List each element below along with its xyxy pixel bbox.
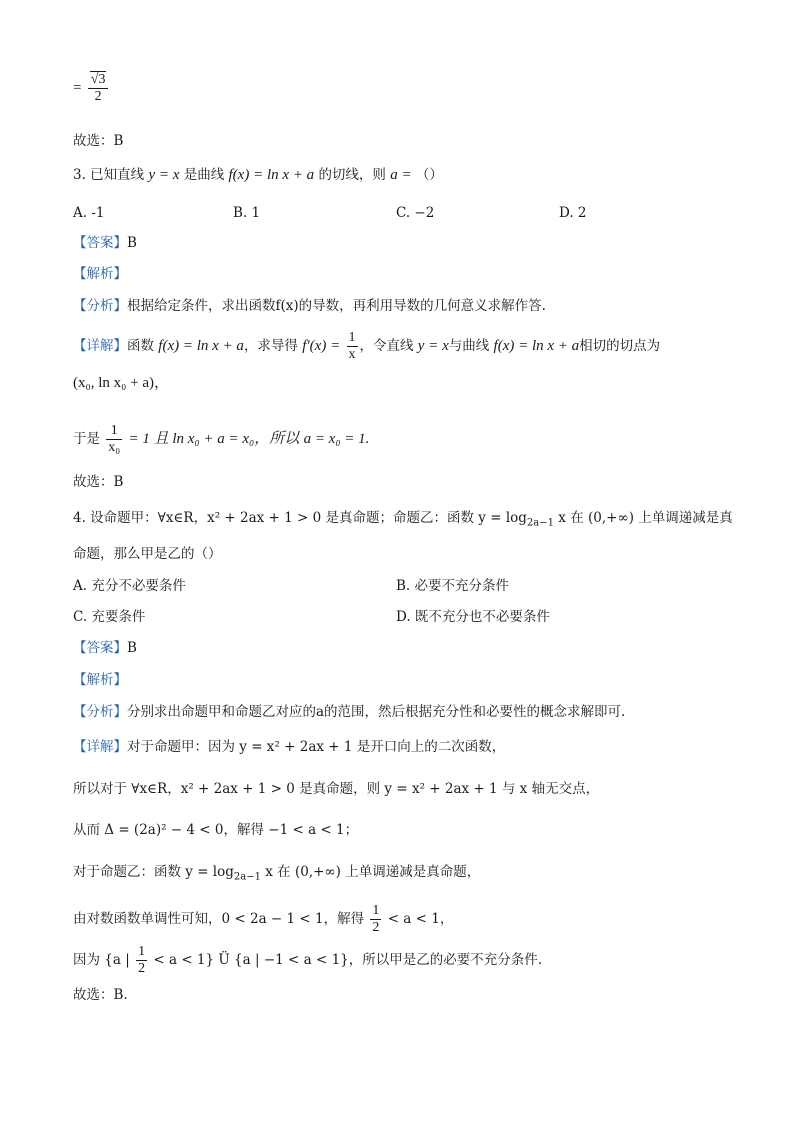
q4-option-c: C. 充要条件: [73, 609, 146, 625]
fraction-1-over-x0: $\frac{1}{\text{x₀}}$: [108, 423, 121, 455]
q4-option-b: B. 必要不充分条件: [396, 578, 510, 594]
q4-option-a: A. 充分不必要条件: [73, 578, 186, 594]
q4-jiexi: 【解析】: [73, 672, 127, 688]
q4-answer: 【答案】B: [73, 640, 137, 656]
q4-detail-1: 【详解】对于命题甲：因为 y = x² + 2ax + 1 是开口向上的二次函数，: [73, 739, 506, 755]
q3-option-c: C. −2: [396, 205, 435, 221]
fraction-denominator: 2: [94, 89, 102, 104]
equals-sign: =: [73, 80, 82, 96]
answer-line-1: 故选：B: [73, 133, 124, 149]
q4-detail-5: 由对数函数单调性可知，0 < 2a − 1 < 1，解得 $\frac{1}{2}$ < a < 1，: [73, 903, 454, 935]
q3-final: 故选：B: [73, 474, 124, 490]
fraction-one-half-set: $\frac{1}{2}$: [138, 944, 146, 976]
fraction-one-half: $\frac{1}{2}$: [372, 903, 380, 935]
fraction-sqrt3-2: [88, 72, 109, 105]
fraction-numerator: √3: [88, 72, 109, 89]
q3-tangent-point: (x₀, ln x₀ + a)，: [73, 375, 169, 391]
q3-option-d: D. 2: [559, 205, 587, 221]
q3-option-a: A. -1: [73, 205, 105, 221]
q3-fenxi: 【分析】根据给定条件，求出函数f(x)的导数，再利用导数的几何意义求解作答.: [73, 298, 546, 314]
q3-xiangjie-line1: 【详解】函数 f(x) = ln x + a，求导得 f′(x) = $\frac{1}{x}$ ，令直线 y = x与曲线 f(x) = ln x + a相切的切点为: [73, 330, 661, 362]
q4-option-d: D. 既不充分也不必要条件: [396, 609, 550, 625]
q4-final: 故选：B.: [73, 987, 128, 1003]
q3-option-b: B. 1: [233, 205, 261, 221]
q4-detail-6: 因为 {a | $\frac{1}{2}$ < a < 1} Ü {a | −1 < a < 1}，所以甲是乙的必要不充分条件.: [73, 944, 543, 976]
q4-detail-2: 所以对于 ∀x∈R，x² + 2ax + 1 > 0 是真命题，则 y = x² + 2ax + 1 与 x 轴无交点，: [73, 781, 600, 797]
q4-detail-4: 对于命题乙：函数 $y = \log_{2a-1} x$ 在 (0,+∞) 上单调递减是真命题，: [73, 864, 481, 883]
q4-stem-line2: 命题，那么甲是乙的（）: [73, 546, 222, 562]
q3-jiexi: 【解析】: [73, 266, 127, 282]
q3-stem: 3. 已知直线 y = x 是曲线 f(x) = ln x + a 的切线，则 a = （）: [73, 167, 443, 183]
fraction-1-over-x: $\frac{1}{x}$: [348, 330, 356, 362]
q3-answer: 【答案】B: [73, 235, 137, 251]
q4-fenxi: 【分析】分别求出命题甲和命题乙对应的a的范围，然后根据充分性和必要性的概念求解即可.: [73, 704, 626, 720]
sqrt3-over-2-line: [73, 72, 724, 105]
q4-stem-line1: 4. 设命题甲：∀x∈R，x² + 2ax + 1 > 0 是真命题；命题乙：函数 $y = \log_{2a-1} x$ 在 (0,+∞) 上单调递减是真: [73, 510, 733, 529]
q3-xiangjie-line3: 于是 $\frac{1}{\text{x₀}}$ = 1 且 ln x₀ + a = x₀，所以 a = x₀ = 1.: [73, 423, 370, 455]
q4-detail-3: 从而 Δ = (2a)² − 4 < 0，解得 −1 < a < 1；: [73, 822, 359, 838]
